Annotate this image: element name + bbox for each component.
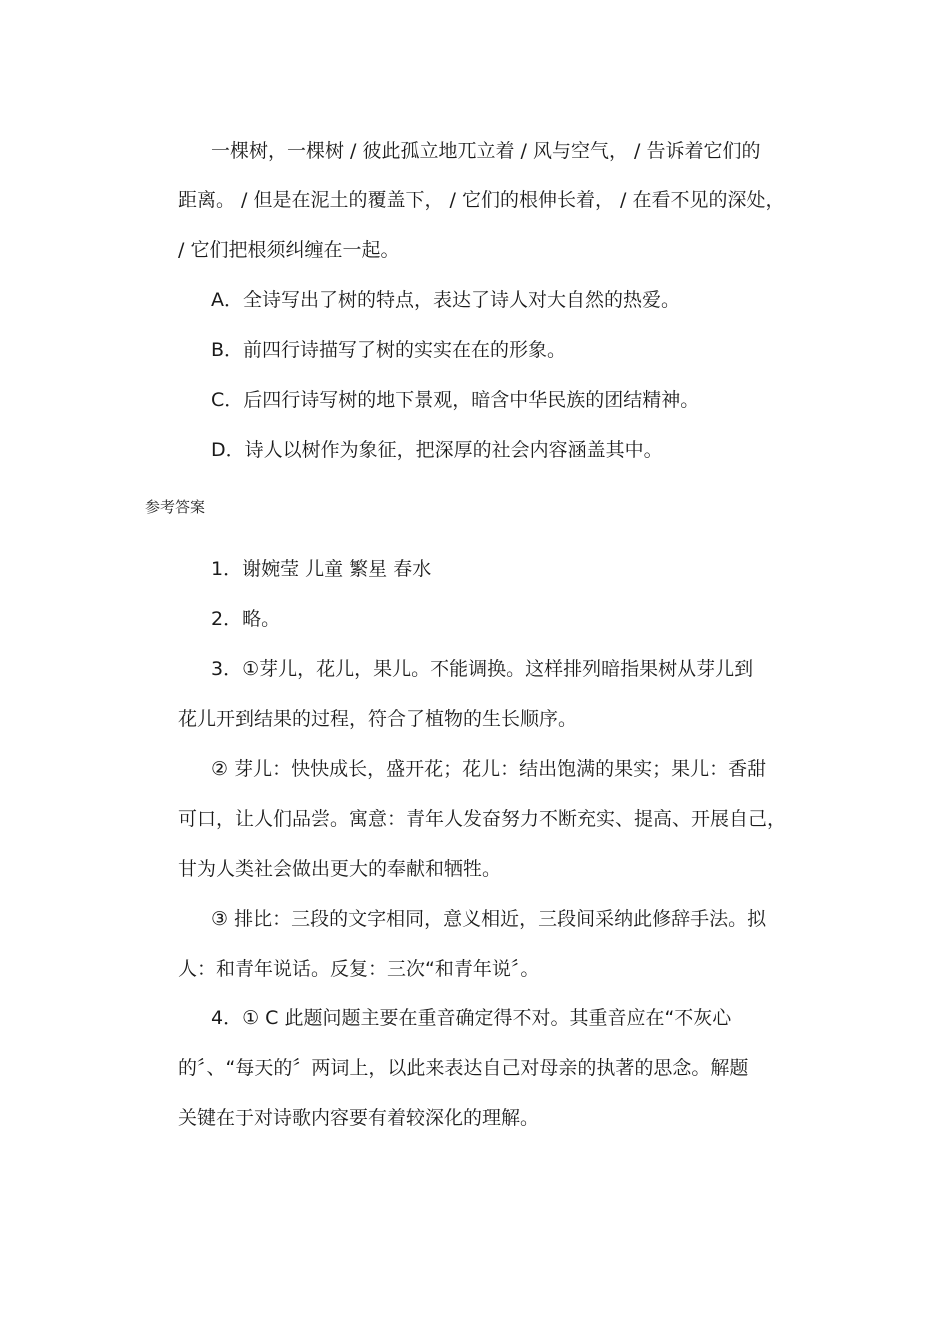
answer-4-line-1: 4．① C 此题问题主要在重音确定得不对。其重音应在“不灰心: [211, 1007, 732, 1029]
answer-3b-line-2: 可口，让人们品尝。寓意：青年人发奋努力不断充实、提高、开展自己，: [178, 808, 787, 830]
answer-3c-line-2: 人：和青年说话。反复：三次“和青年说〞。: [178, 958, 540, 980]
answer-3b-line-3: 甘为人类社会做出更大的奉献和牺牲。: [178, 858, 502, 880]
answers-heading: 参考答案: [145, 498, 206, 516]
poem-line-3: / 它们把根须纠缠在一起。: [178, 239, 400, 261]
answer-3c-line-1: ③ 排比：三段的文字相同，意义相近，三段间采纳此修辞手法。拟: [211, 908, 767, 930]
poem-line-1: 一棵树，一棵树 / 彼此孤立地兀立着 / 风与空气， / 告诉着它们的: [211, 140, 761, 162]
answer-3-line-1: 3．①芽儿，花儿，果儿。不能调换。这样排列暗指果树从芽儿到: [211, 658, 754, 680]
answer-1: 1．谢婉莹 儿童 繁星 春水: [211, 558, 432, 580]
option-c: C．后四行诗写树的地下景观，暗含中华民族的团结精神。: [211, 389, 700, 411]
option-a: A．全诗写出了树的特点，表达了诗人对大自然的热爱。: [211, 289, 680, 311]
poem-line-2: 距离。 / 但是在泥土的覆盖下， / 它们的根伸长着， / 在看不见的深处，: [178, 189, 785, 211]
option-b: B．前四行诗描写了树的实实在在的形象。: [211, 339, 567, 361]
answer-2: 2．略。: [211, 608, 281, 630]
answer-4-line-3: 关键在于对诗歌内容要有着较深化的理解。: [178, 1107, 540, 1129]
answer-3b-line-1: ② 芽儿：快快成长，盛开花；花儿：结出饱满的果实；果儿：香甜: [211, 758, 767, 780]
option-d: D．诗人以树作为象征，把深厚的社会内容涵盖其中。: [211, 439, 663, 461]
answer-3-line-2: 花儿开到结果的过程，符合了植物的生长顺序。: [178, 708, 578, 730]
answer-4-line-2: 的〞、“每天的〞两词上，以此来表达自己对母亲的执著的思念。解题: [178, 1057, 749, 1079]
